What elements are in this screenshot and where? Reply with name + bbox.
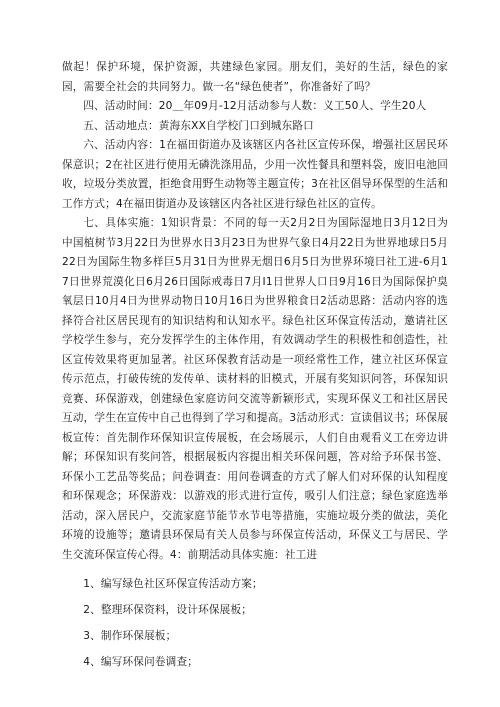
list-item: 2、整理环保资料，设计环保展板； <box>83 604 253 616</box>
task-list <box>62 571 448 675</box>
list-item: 4、编写环保问卷调查； <box>83 656 199 668</box>
paragraph-implementation: 七、具体实施：1知识背景：不同的每一天2月2日为国际湿地日3月12日为中国植树节3月22日为世界水日3月23日为世界气象日4月22日为世界地球日5月22日为国际生物多样巨5月31日为世界无烟日6月5日为世界环境曰社工进-6月17日世界荒漠化日6月26日国际戒毒日7月I1日世界人口日9月16日为国际保护臭氧层日10月4日为世界动物日10月16日为世界粮食日2活动思路：活动内容的选择符合社区居民现有的知识结构和认知水平。绿色社区环保宣传活动，邀请社区学校学生参与，充分发挥学生的主体作用，有效调动学生的积极性和创造性，社区宣传效果将更加显著。社区环保教育活动是一项经常性工作，建立社区环保宣传示范点，打破传统的发传单、读材料的旧模式，开展有奖知识问答，环保知识竞赛、环保游戏，创建绿色家庭访问交流等新颖形式，实现环保义工和社区居民互动，学生在宣传中自己也得到了学习和提高。3活动形式：宣读倡议书；环保展板宣传：首先制作环保知识宣传展板，在会场展示，人们自由观看义工在旁边讲解；环保知识有奖问答，根据展板内容提出相关环保问题，答对给予环保书签、环保小工艺品等奖品；问卷调查：用问卷调查的方式了解人们对环保的认知程度和环保观念；环保游戏：以游戏的形式进行宣传，吸引人们注意；绿色家庭选举活动，深入居民户，交流家庭节能节水节电等措施，实施垃圾分类的做法，美化环境的设施等；邀请县环保局有关人员参与环保宣传活动，环保义工与居民、学生交流环保宣传心得。4：前期活动具体实施：社工进 <box>62 217 448 561</box>
paragraph-activity-location: 五、活动地点：黄海东XX自学校门口到城东路口 <box>83 119 314 132</box>
paragraph-activity-content: 六、活动内容：1在福田街道办及该辖区内各社区宣传环保，增强社区居民环保意识；2在社区进行使用无磷洗涤用品，少用一次性餐具和塑料袋，废旧电池回收，垃圾分类放置，拒绝食用野生动物等主题宣传；3在社区倡导环保型的生活和工作方式；4在福田街道办及该辖区内各社区进行绿色社区的宣传。 <box>62 139 448 210</box>
paragraph-activity-time: 四、活动时间：20＿年09月-12月活动参与人数：义工50人、学生20人 <box>83 100 427 112</box>
list-item: 1、编写绿色社区环保宣传活动方案； <box>83 578 263 590</box>
document-page <box>62 58 448 675</box>
list-item: 3、制作环保展板； <box>83 630 177 642</box>
paragraph-intro: 做起！保护环境，保护资源，共建绿色家园。朋友们，美好的生活，绿色的家园，需要全社会的共同努力。做一名“绿色使者”，你准备好了吗？ <box>62 61 448 93</box>
